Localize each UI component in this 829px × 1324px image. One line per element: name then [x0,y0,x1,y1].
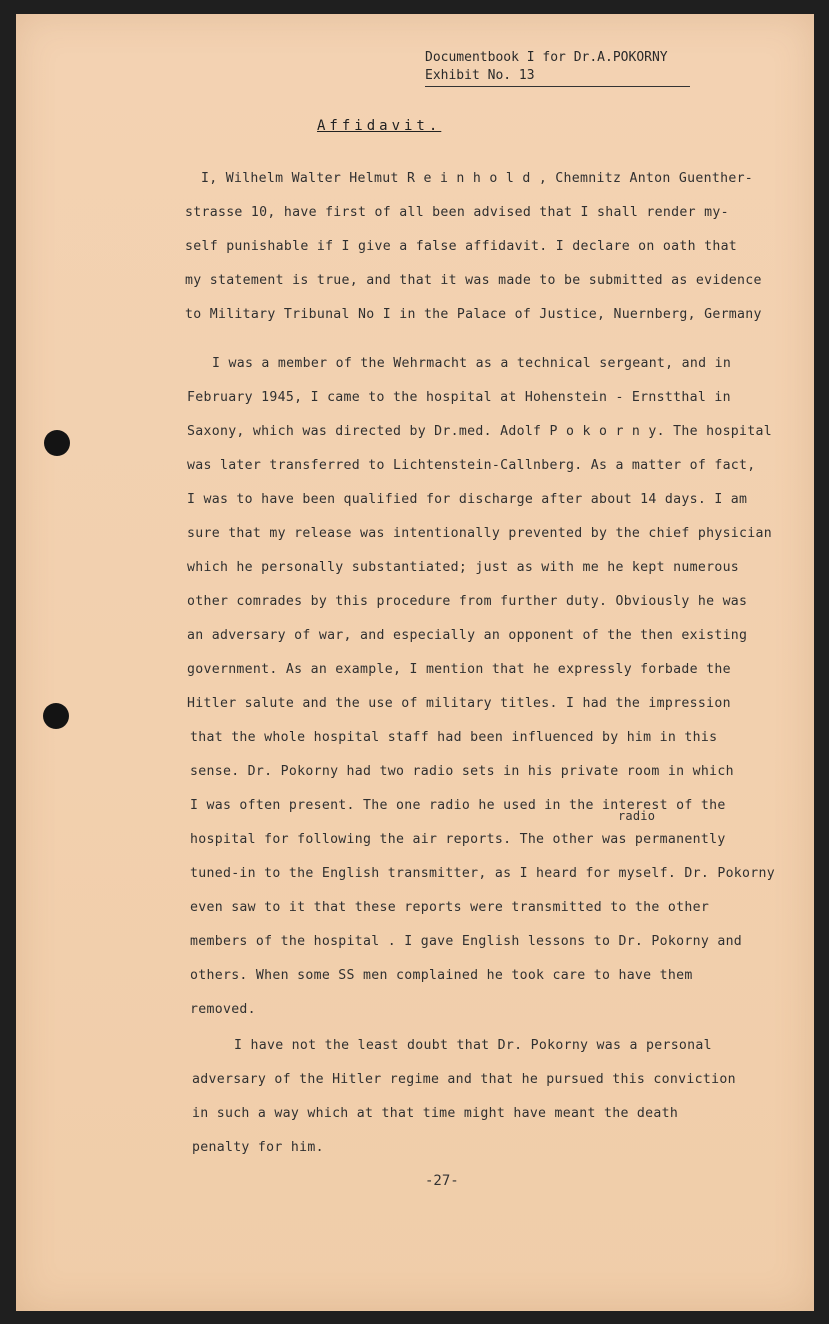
body-line: sense. Dr. Pokorny had two radio sets in his private room in which [190,764,734,779]
body-line: even saw to it that these reports were transmitted to the other [190,900,710,915]
body-line: adversary of the Hitler regime and that he pursued this conviction [192,1072,736,1087]
body-line: members of the hospital . I gave English lessons to Dr. Pokorny and [190,934,743,949]
body-line: my statement is true, and that it was made to be submitted as evidence [185,273,762,288]
body-line: penalty for him. [192,1140,324,1155]
body-line: Saxony, which was directed by Dr.med. Adolf P o k o r n y. The hospital [187,424,773,439]
document-header [425,49,690,87]
body-line: an adversary of war, and especially an opponent of the then existing [187,628,748,643]
body-line: to Military Tribunal No I in the Palace of Justice, Nuernberg, Germany [185,307,762,322]
body-line: self punishable if I give a false affidavit. I declare on oath that [185,239,738,254]
body-line: I have not the least doubt that Dr. Pokorny was a personal [234,1038,712,1053]
body-line: was later transferred to Lichtenstein-Callnberg. As a matter of fact, [187,458,756,473]
body-line: February 1945, I came to the hospital at Hohenstein - Ernstthal in [187,390,731,405]
body-line: tuned-in to the English transmitter, as I heard for myself. Dr. Pokorny [190,866,776,881]
punch-hole-top [44,430,70,456]
body-line: I was to have been qualified for discharge after about 14 days. I am [187,492,748,507]
documentbook-reference: Documentbook I for Dr.A.POKORNY [425,50,668,65]
body-line: Hitler salute and the use of military titles. I had the impression [187,696,731,711]
punch-hole-bottom [43,703,69,729]
body-line: I was often present. The one radio he used in the interest of the [190,798,726,813]
document-title: Affidavit. [317,118,442,134]
body-line: hospital for following the air reports. The other was permanently [190,832,726,847]
body-line: others. When some SS men complained he took care to have them [190,968,693,983]
body-line: that the whole hospital staff had been influenced by him in this [190,730,718,745]
page-number: -27- [425,1173,459,1189]
document-page [16,14,814,1311]
body-line: sure that my release was intentionally prevented by the chief physician [187,526,773,541]
body-line: which he personally substantiated; just as with me he kept numerous [187,560,740,575]
exhibit-number: Exhibit No. 13 [425,67,690,87]
body-line: other comrades by this procedure from further duty. Obviously he was [187,594,748,609]
body-line: I was a member of the Wehrmacht as a technical sergeant, and in [212,356,732,371]
body-line: government. As an example, I mention that he expressly forbade the [187,662,731,677]
handwritten-correction: radio [618,809,656,823]
body-line: removed. [190,1002,256,1017]
body-line: I, Wilhelm Walter Helmut R e i n h o l d , Chemnitz Anton Guenther- [201,171,754,186]
body-line: in such a way which at that time might have meant the death [192,1106,679,1121]
body-line: strasse 10, have first of all been advised that I shall render my- [185,205,729,220]
